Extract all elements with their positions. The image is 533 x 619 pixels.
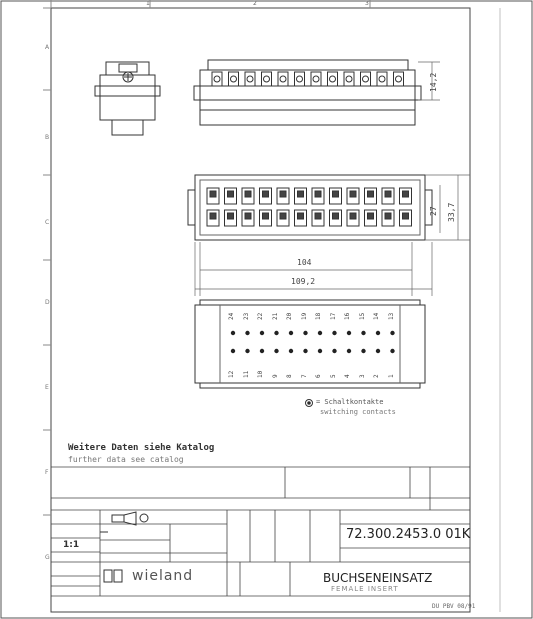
pin-dot: [260, 349, 264, 353]
contact-screw-icon: [263, 191, 269, 197]
pin-number: 1: [387, 374, 395, 378]
pin-dot: [274, 331, 278, 335]
pin-number: 4: [344, 374, 351, 378]
terminal-screw-icon: [379, 76, 385, 82]
pin-number: 3: [358, 374, 366, 378]
pin-dot: [318, 331, 322, 335]
terminal-screw-icon: [346, 76, 352, 82]
contact-screw-icon: [385, 191, 391, 197]
pin-dot: [289, 349, 293, 353]
contact-screw-icon: [315, 191, 321, 197]
pin-dot: [260, 331, 264, 335]
contact-screw-icon: [245, 191, 251, 197]
pin-number: 7: [300, 374, 308, 378]
pin-dot: [376, 331, 380, 335]
frame-marker-left-d: D: [45, 299, 50, 306]
catalog-note-en: further data see catalog: [68, 455, 184, 464]
terminal-screw-icon: [297, 76, 303, 82]
pin-dot: [245, 349, 249, 353]
pin-dot: [347, 349, 351, 353]
pin-dot: [303, 331, 307, 335]
pin-number: 2: [373, 374, 380, 378]
pin-number: 19: [300, 312, 308, 320]
frame-marker-left-g: G: [45, 554, 50, 561]
pin-dot: [231, 331, 235, 335]
pin-number: 5: [329, 374, 337, 378]
frame-marker-top-3: 3: [365, 0, 369, 7]
contact-screw-icon: [228, 191, 234, 197]
terminal-screw-icon: [280, 76, 286, 82]
pin-number: 10: [257, 370, 264, 378]
pin-dot: [332, 331, 336, 335]
frame-marker-left-b: B: [45, 134, 50, 141]
frame-marker-top-2: 2: [253, 0, 257, 7]
terminal-screw-icon: [363, 76, 369, 82]
pin-number: 16: [344, 312, 351, 320]
pin-number: 17: [329, 312, 337, 320]
pin-dot: [332, 349, 336, 353]
dim-width-outer: 109,2: [291, 277, 316, 286]
end-view: [95, 62, 160, 135]
sheet-info: DU PBV 08/91: [432, 603, 476, 610]
contact-screw-icon: [298, 191, 304, 197]
pin-dot: [361, 331, 365, 335]
dim-side-height: 14,2: [429, 72, 438, 92]
contact-screw-icon: [403, 191, 409, 197]
terminal-screw-icon: [247, 76, 253, 82]
contact-screw-icon: [315, 213, 321, 219]
pin-number: 18: [315, 312, 322, 320]
contact-screw-icon: [350, 213, 356, 219]
scale-value: 1:1: [63, 540, 80, 550]
pin-number: 23: [242, 312, 250, 320]
contact-screw-icon: [245, 213, 251, 219]
terminal-screw-icon: [396, 76, 402, 82]
pin-number: 8: [286, 374, 293, 378]
pin-dot: [231, 349, 235, 353]
pin-dot: [361, 349, 365, 353]
switching-contacts-de: = Schaltkontakte: [316, 398, 384, 406]
contact-screw-icon: [403, 213, 409, 219]
pin-number: 11: [242, 370, 250, 378]
contact-screw-icon: [333, 191, 339, 197]
pin-number: 14: [373, 312, 380, 320]
contact-screw-icon: [280, 213, 286, 219]
contact-screw-icon: [350, 191, 356, 197]
pin-dot: [303, 349, 307, 353]
wieland-logo: [104, 570, 122, 582]
terminal-screw-icon: [330, 76, 336, 82]
title-en: FEMALE INSERT: [331, 585, 399, 593]
terminal-screw-icon: [214, 76, 220, 82]
pin-dot: [390, 349, 394, 353]
switching-contacts-en: switching contacts: [320, 408, 396, 416]
pin-dot: [347, 331, 351, 335]
contact-screw-icon: [385, 213, 391, 219]
frame-marker-left-a: A: [45, 44, 50, 51]
frame-marker-top-1: 1: [146, 0, 150, 7]
terminal-screw-icon: [264, 76, 270, 82]
contact-screw-icon: [333, 213, 339, 219]
pin-number: 20: [286, 312, 293, 320]
contact-screw-icon: [263, 213, 269, 219]
pin-dot: [289, 331, 293, 335]
pin-number: 6: [315, 374, 322, 378]
pin-dot: [318, 349, 322, 353]
terminal-screw-icon: [313, 76, 319, 82]
company-name: wieland: [132, 568, 194, 584]
pin-dot: [376, 349, 380, 353]
pin-number: 12: [228, 370, 235, 378]
pin-number: 21: [271, 312, 279, 320]
contact-screw-icon: [368, 213, 374, 219]
pin-number: 22: [257, 312, 264, 320]
contact-screw-icon: [228, 213, 234, 219]
frame-marker-left-e: E: [45, 384, 49, 391]
dim-height-outer: 33,7: [447, 202, 456, 222]
contact-screw-icon: [210, 191, 216, 197]
contact-screw-icon: [298, 213, 304, 219]
pin-number: 13: [387, 312, 395, 320]
dim-width-inner: 104: [297, 258, 312, 267]
pin-dot: [390, 331, 394, 335]
side-view: [194, 60, 421, 125]
contact-screw-icon: [280, 191, 286, 197]
frame-marker-left-f: F: [45, 469, 49, 476]
front-view: [188, 175, 432, 240]
part-number: 72.300.2453.0 01K: [346, 527, 471, 542]
contact-screw-icon: [368, 191, 374, 197]
pin-number: 9: [271, 374, 279, 378]
pin-number: 24: [228, 312, 235, 320]
pin-dot: [245, 331, 249, 335]
terminal-screw-icon: [231, 76, 237, 82]
dim-height-inner: 27: [429, 206, 438, 216]
pin-dot: [274, 349, 278, 353]
pin-number: 15: [358, 312, 366, 320]
frame-marker-left-c: C: [45, 219, 50, 226]
catalog-note-de: Weitere Daten siehe Katalog: [68, 443, 215, 453]
contact-screw-icon: [210, 213, 216, 219]
title-de: BUCHSENEINSATZ: [323, 571, 433, 585]
